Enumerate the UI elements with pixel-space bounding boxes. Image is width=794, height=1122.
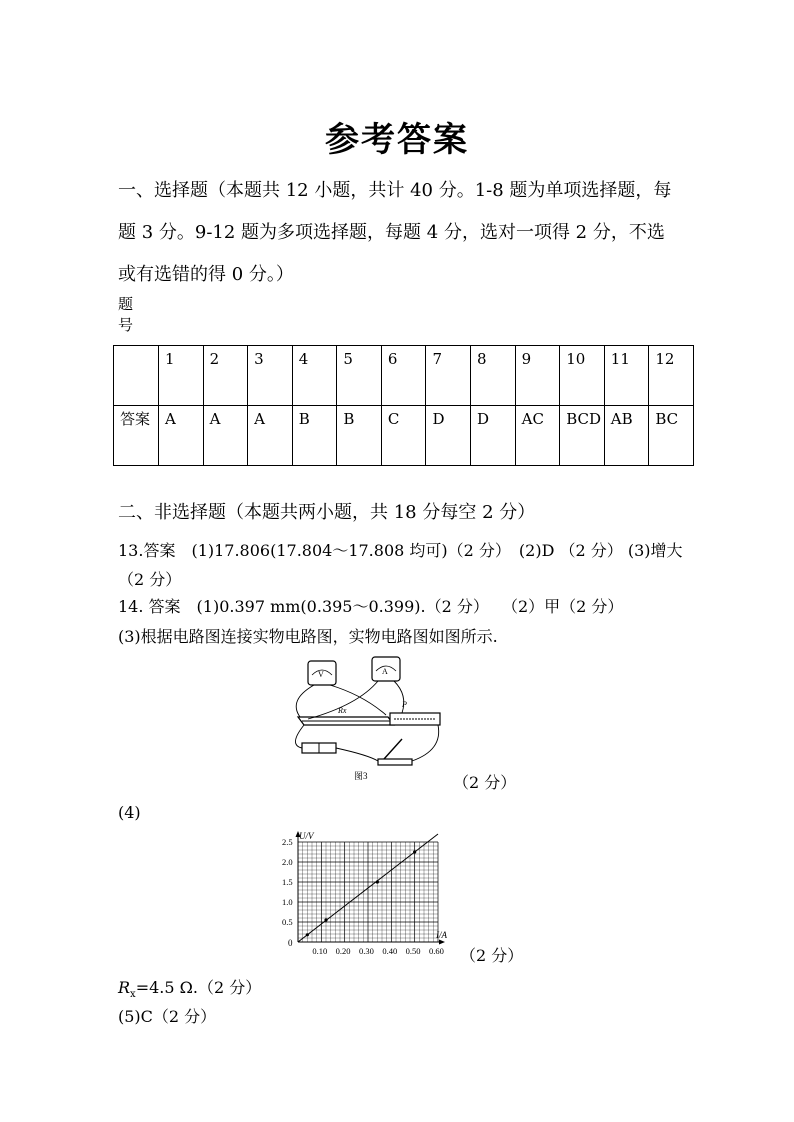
q14-line2: (3)根据电路图连接实物电路图，实物电路图如图所示. xyxy=(118,627,498,646)
table-cell-answer: A xyxy=(203,406,248,466)
origin-label: 0 xyxy=(288,938,293,948)
x-tick-label: 0.50 xyxy=(405,946,421,956)
svg-text:V: V xyxy=(318,670,324,679)
table-cell-number: 8 xyxy=(471,346,516,406)
part4-label: (4) xyxy=(118,803,141,822)
y-tick-label: 2.0 xyxy=(282,857,293,867)
y-tick-label: 2.5 xyxy=(282,837,293,847)
table-cell-answer: C xyxy=(381,406,426,466)
ammeter-icon xyxy=(372,657,400,681)
table-cell-number: 9 xyxy=(515,346,560,406)
data-point xyxy=(413,850,416,853)
x-tick-label: 0.30 xyxy=(359,946,374,956)
data-point xyxy=(306,933,309,936)
tihao-label-1: 题 xyxy=(118,295,134,313)
y-axis-label: U/V xyxy=(299,831,314,841)
x-axis-label: I/A xyxy=(436,930,447,940)
y-tick-label: 1.5 xyxy=(282,877,293,887)
table-cell-number: 11 xyxy=(604,346,649,406)
rx-result xyxy=(118,975,261,1000)
answer-table xyxy=(113,345,694,466)
rx-symbol: R xyxy=(118,978,131,997)
ui-graph xyxy=(282,828,462,956)
table-cell-answer: AC xyxy=(515,406,560,466)
x-axis-arrow xyxy=(439,940,445,945)
switch-icon xyxy=(378,739,412,765)
table-row-answers xyxy=(114,406,694,466)
x-tick-label: 0.40 xyxy=(382,946,398,956)
svg-text:A: A xyxy=(382,667,388,676)
svg-text:Rx: Rx xyxy=(338,706,347,715)
resistor-board xyxy=(298,706,394,725)
graph-score: （2 分） xyxy=(460,946,524,965)
voltmeter-icon xyxy=(308,661,336,685)
page-title: 参考答案 xyxy=(325,120,469,160)
section1-line2: 题 3 分。9-12 题为多项选择题，每题 4 分，选对一项得 2 分，不选 xyxy=(118,222,665,243)
table-row-numbers xyxy=(114,346,694,406)
data-point xyxy=(324,918,327,921)
section1-line3: 或有选错的得 0 分。） xyxy=(118,264,294,285)
table-cell-number: 10 xyxy=(560,346,605,406)
table-cell-number: 6 xyxy=(381,346,426,406)
part5-answer: (5)C（2 分） xyxy=(118,1007,217,1026)
table-cell-answer: B xyxy=(292,406,337,466)
fig3-caption: 图3 xyxy=(354,771,368,781)
table-cell-answer: D xyxy=(471,406,516,466)
table-cell-number: 1 xyxy=(159,346,204,406)
table-cell-answer: A xyxy=(159,406,204,466)
table-header-cell xyxy=(114,346,159,406)
data-point xyxy=(376,880,379,883)
rx-subscript: x xyxy=(130,989,136,1001)
table-cell-answer: D xyxy=(426,406,471,466)
rx-value: =4.5 Ω.（2 分） xyxy=(135,978,262,997)
q13-line2: （2 分） xyxy=(118,570,182,589)
table-cell-answer: BCD xyxy=(560,406,605,466)
q13-line1: 13.答案 (1)17.806(17.804～17.808 均可)（2 分） (2)D （2 分） (3)增大 xyxy=(118,541,683,560)
table-cell-answer: B xyxy=(337,406,382,466)
x-tick-label: 0.10 xyxy=(312,946,328,956)
x-tick-label: 0.20 xyxy=(335,946,351,956)
battery-icon xyxy=(302,743,336,753)
tihao-label-2: 号 xyxy=(118,316,134,334)
section2-heading: 二、非选择题（本题共两小题，共 18 分每空 2 分） xyxy=(118,502,536,523)
table-cell-number: 7 xyxy=(426,346,471,406)
y-tick-label: 0.5 xyxy=(282,917,293,927)
q14-line1: 14. 答案 (1)0.397 mm(0.395～0.399).（2 分） （2）甲（2 分） xyxy=(118,597,624,616)
table-cell-number: 3 xyxy=(248,346,293,406)
fig3-score: （2 分） xyxy=(453,773,517,792)
x-tick-label: 0.60 xyxy=(429,946,444,956)
table-cell-answer: AB xyxy=(604,406,649,466)
y-tick-label: 1.0 xyxy=(282,897,293,907)
rheostat-icon xyxy=(390,700,440,725)
table-cell-number: 5 xyxy=(337,346,382,406)
svg-text:P: P xyxy=(402,700,407,709)
table-header-cell-answer: 答案 xyxy=(114,406,159,466)
table-cell-number: 12 xyxy=(649,346,694,406)
table-cell-answer: BC xyxy=(649,406,694,466)
section1-line1: 一、选择题（本题共 12 小题，共计 40 分。1-8 题为单项选择题，每 xyxy=(118,180,672,201)
table-cell-answer: A xyxy=(248,406,293,466)
table-cell-number: 4 xyxy=(292,346,337,406)
table-cell-number: 2 xyxy=(203,346,248,406)
circuit-figure xyxy=(278,655,448,785)
